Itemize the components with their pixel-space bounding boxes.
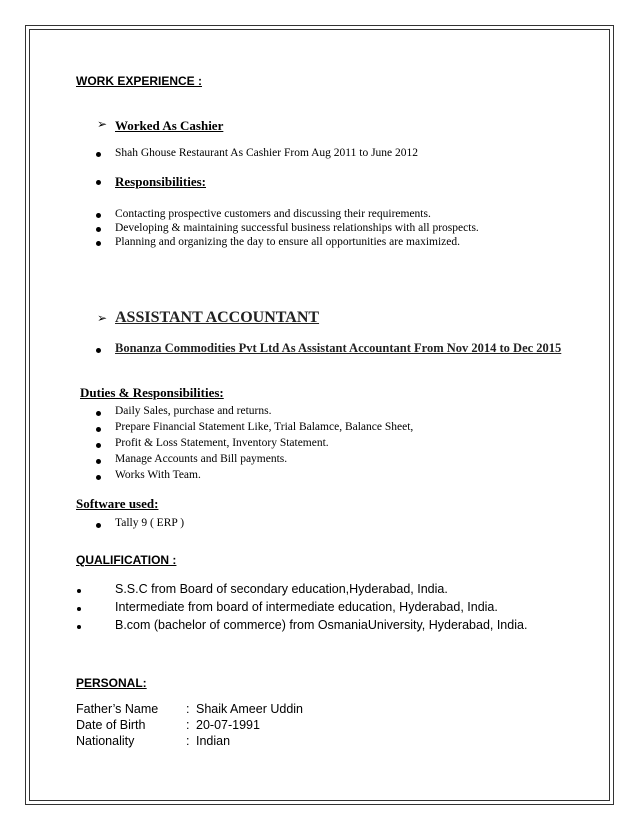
- list-item: Contacting prospective customers and discussing their requirements.: [115, 208, 431, 220]
- bullet-icon: [96, 459, 101, 464]
- list-item: Works With Team.: [115, 469, 201, 481]
- bullet-icon: [77, 589, 81, 593]
- fathers-name-value: Shaik Ameer Uddin: [196, 702, 304, 716]
- qualification-heading: QUALIFICATION :: [76, 553, 177, 567]
- bullet-icon: [77, 625, 81, 629]
- date-of-birth-value: 20-07-1991: [196, 718, 260, 732]
- list-item: Developing & maintaining successful business relationships with all prospects.: [115, 222, 479, 234]
- fathers-name-separator: :: [186, 702, 190, 716]
- bullet-icon: [96, 348, 101, 353]
- bullet-icon: [96, 475, 101, 480]
- date-of-birth-label: Date of Birth: [76, 718, 146, 732]
- job2-title: ASSISTANT ACCOUNTANT: [115, 309, 320, 326]
- bullet-icon: [96, 241, 101, 246]
- list-item: Planning and organizing the day to ensure all opportunities are maximized.: [115, 236, 461, 248]
- list-item: Tally 9 ( ERP ): [115, 517, 185, 529]
- date-of-birth-separator: :: [186, 718, 190, 732]
- duties-heading: Duties & Responsibilities:: [80, 385, 224, 400]
- list-item: Prepare Financial Statement Like, Trial Balamce, Balance Sheet,: [115, 421, 414, 433]
- nationality-separator: :: [186, 734, 190, 748]
- list-item: B.com (bachelor of commerce) from OsmaniaUniversity, Hyderabad, India.: [115, 618, 528, 632]
- bullet-icon: [96, 180, 101, 185]
- list-item: Intermediate from board of intermediate education, Hyderabad, India.: [115, 600, 498, 614]
- bullet-icon: [77, 607, 81, 611]
- job1-detail: Shah Ghouse Restaurant As Cashier From Aug 2011 to June 2012: [115, 147, 419, 159]
- list-item: Manage Accounts and Bill payments.: [115, 453, 288, 465]
- bullet-icon: [96, 523, 101, 528]
- software-heading: Software used:: [76, 496, 159, 511]
- bullet-icon: [96, 427, 101, 432]
- nationality-value: Indian: [196, 734, 231, 748]
- list-item: S.S.C from Board of secondary education,Hyderabad, India.: [115, 582, 448, 596]
- arrow-right-icon: ➢: [97, 311, 108, 325]
- list-item: Profit & Loss Statement, Inventory Statement.: [115, 437, 329, 449]
- work-experience-heading: WORK EXPERIENCE :: [76, 74, 203, 88]
- nationality-label: Nationality: [76, 734, 135, 748]
- personal-heading: PERSONAL:: [76, 676, 147, 690]
- fathers-name-label: Father’s Name: [76, 702, 159, 716]
- arrow-right-icon: ➢: [97, 117, 108, 131]
- bullet-icon: [96, 213, 101, 218]
- job2-detail: Bonanza Commodities Pvt Ltd As Assistant Accountant From Nov 2014 to Dec 2015: [115, 341, 562, 355]
- bullet-icon: [96, 152, 101, 157]
- list-item: Daily Sales, purchase and returns.: [115, 405, 272, 417]
- bullet-icon: [96, 443, 101, 448]
- bullet-icon: [96, 411, 101, 416]
- job1-title: Worked As Cashier: [115, 118, 224, 133]
- job1-responsibilities-heading: Responsibilities:: [115, 174, 207, 189]
- bullet-icon: [96, 227, 101, 232]
